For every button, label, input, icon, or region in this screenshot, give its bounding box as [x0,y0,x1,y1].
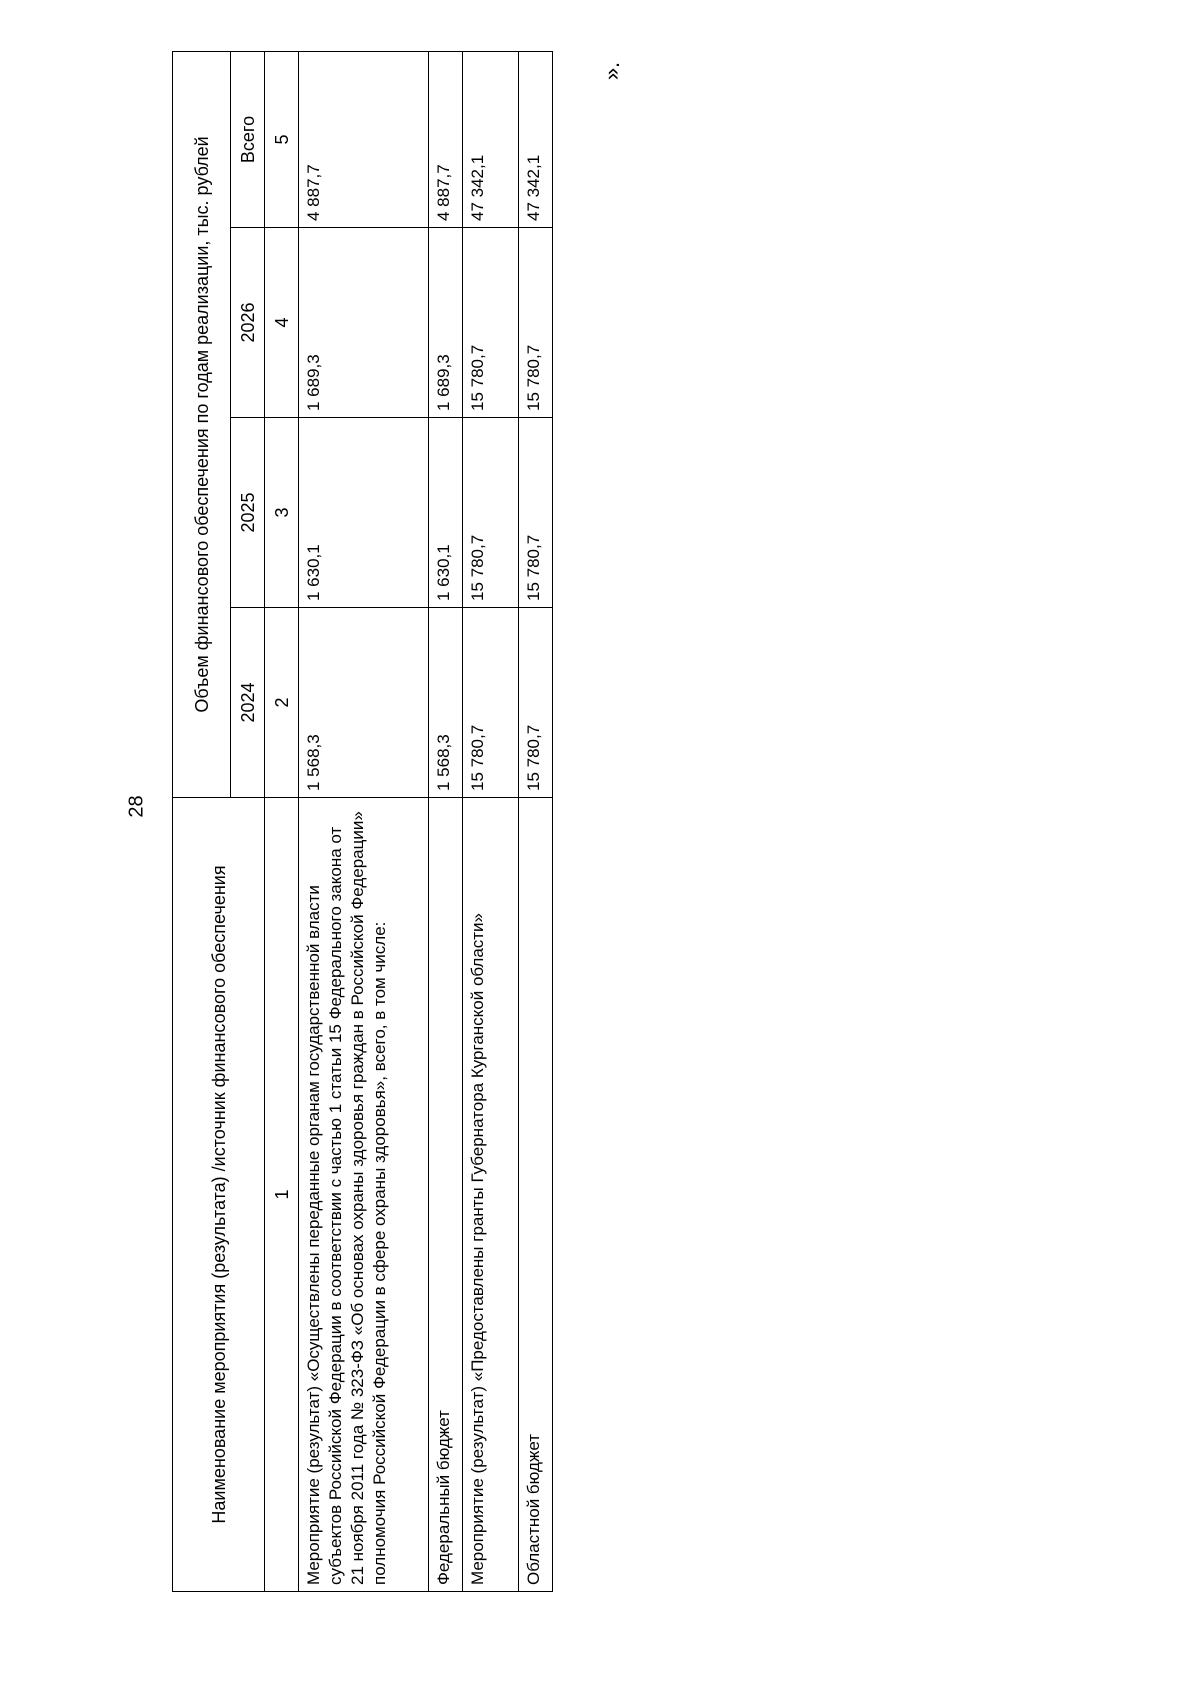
row-value-total: 4 887,7 [299,51,429,227]
row-name: Мероприятие (результат) «Осуществлены переданные органам государственной власти субъектов Российской Федерации в соответствии с частью 1 статьи 15 Федерального закона от 21 ноября 2011 года № 323-ФЗ «Об основах охраны здоровья граждан в Российской Федерации» полномочия Российской Федерации в сфере охраны здоровья», всего, в том числе: [299,798,429,1592]
col-number-2: 2 [265,608,299,798]
col-number-4: 4 [265,228,299,418]
table-row [429,51,463,1591]
header-name-cell: Наименование мероприятия (результата) /источник финансового обеспечения [173,798,265,1592]
col-number-5: 5 [265,51,299,227]
row-name: Мероприятие (результат) «Предоставлены гранты Губернатора Курганской области» [463,798,519,1592]
col-number-1: 1 [265,798,299,1592]
row-value-2024: 1 568,3 [429,608,463,798]
row-value-2024: 15 780,7 [463,608,519,798]
row-value-2026: 1 689,3 [299,228,429,418]
header-year-2026: 2026 [231,228,265,418]
row-name: Областной бюджет [519,798,553,1592]
row-value-2026: 15 780,7 [519,228,553,418]
row-value-total: 47 342,1 [463,51,519,227]
row-value-2025: 15 780,7 [519,418,553,608]
financing-table [172,51,553,1592]
closing-quote-mark: ». [599,61,625,81]
row-value-2026: 15 780,7 [463,228,519,418]
table-row [463,51,519,1591]
row-value-total: 4 887,7 [429,51,463,227]
row-value-2026: 1 689,3 [429,228,463,418]
row-value-2024: 15 780,7 [519,608,553,798]
rotated-table-container [172,52,632,1592]
table-row [299,51,429,1591]
row-value-2025: 15 780,7 [463,418,519,608]
header-year-2024: 2024 [231,608,265,798]
header-total: Всего [231,51,265,227]
row-value-total: 47 342,1 [519,51,553,227]
col-number-3: 3 [265,418,299,608]
row-value-2025: 1 630,1 [429,418,463,608]
row-value-2024: 1 568,3 [299,608,429,798]
page-number: 28 [125,795,148,818]
row-name: Федеральный бюджет [429,798,463,1592]
table-row [519,51,553,1591]
row-value-2025: 1 630,1 [299,418,429,608]
header-group-cell: Объем финансового обеспечения по годам реализации, тыс. рублей [173,51,231,797]
header-year-2025: 2025 [231,418,265,608]
